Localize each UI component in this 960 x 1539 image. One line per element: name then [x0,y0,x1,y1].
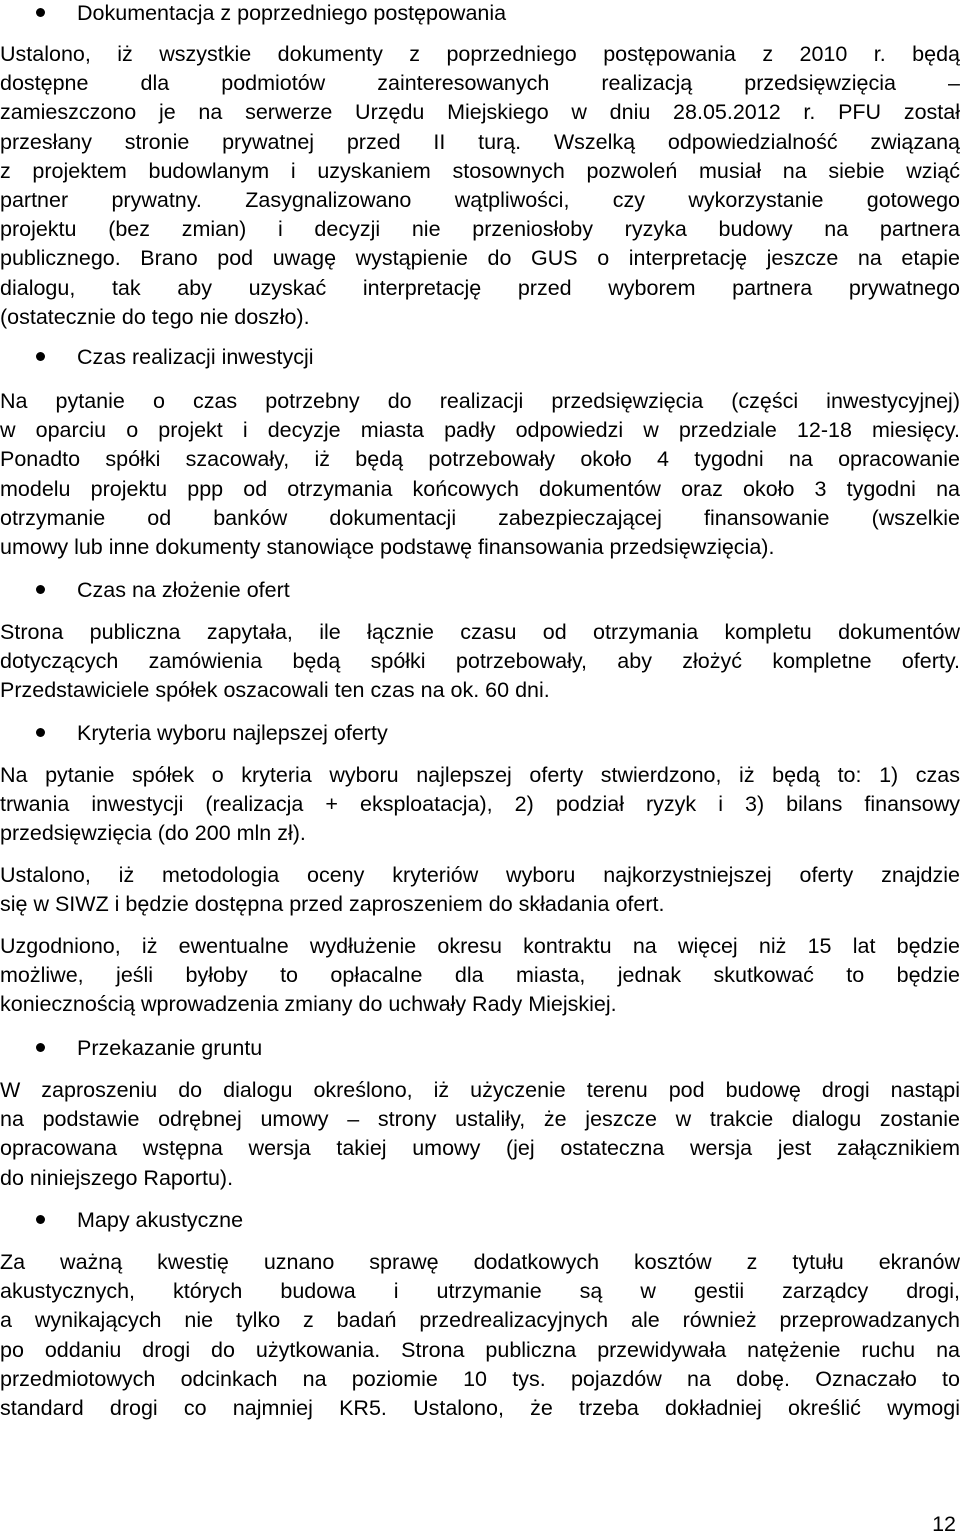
bullet-icon [36,728,45,737]
bullet-icon [36,1043,45,1052]
section-heading: Czas realizacji inwestycji [0,342,960,372]
paragraph: Strona publiczna zapytała, ile łącznie czasu od otrzymania kompletu dokumentów dotyczących zamówienia będą spółki potrzebowały, aby złożyć kompletne oferty. Przedstawiciele spółek oszacowali ten czas na ok. 60 dni. [0,620,960,703]
paragraph: Na pytanie o czas potrzebny do realizacji przedsięwzięcia (części inwestycyjnej) w oparciu o projekt i decyzje miasta padły odpowiedzi w przedziale 12-18 miesięcy. Ponadto spółki szacowały, iż będą potrzebowały około 4 tygodni na opracowanie modelu projektu ppp od otrzymania końcowych dokumentów oraz około 3 tygodni na otrzymanie od banków dokumentacji zabezpieczającej finansowanie (wszelkie umowy lub inne dokumenty stanowiące podstawę finansowania przedsięwzięcia). [0,389,960,559]
section-heading: Czas na złożenie ofert [0,575,960,605]
bullet-icon [36,352,45,361]
paragraph: Uzgodniono, iż ewentualne wydłużenie okresu kontraktu na więcej niż 15 lat będzie możliwe, jeśli byłoby to opłacalne dla miasta, jednak skutkować to będzie koniecznością wprowadzenia zmiany do uchwały Rady Miejskiej. [0,934,960,1017]
paragraph: Na pytanie spółek o kryteria wyboru najlepszej oferty stwierdzono, iż będą to: 1) czas trwania inwestycji (realizacja + eksploatacja), 2) podział ryzyk i 3) bilans finansowy przedsięwzięcia (do 200 mln zł). [0,763,960,846]
section-heading: Kryteria wyboru najlepszej oferty [0,718,960,748]
section-heading: Przekazanie gruntu [0,1033,960,1063]
bullet-icon [36,1215,45,1224]
section-heading: Dokumentacja z poprzedniego postępowania [0,0,960,28]
bullet-icon [36,585,45,594]
page-number: 12 [932,1512,956,1536]
section-heading: Mapy akustyczne [0,1205,960,1235]
paragraph: Ustalono, iż metodologia oceny kryteriów wyboru najkorzystniejszej oferty znajdzie się w SIWZ i będzie dostępna przed zaproszeniem do składania ofert. [0,863,960,917]
paragraph: Za ważną kwestię uznano sprawę dodatkowych kosztów z tytułu ekranów akustycznych, których budowa i utrzymanie są w gestii zarządcy drogi, a wynikających nie tylko z badań przedrealizacyjnych ale również przeprowadzanych po oddaniu drogi do użytkowania. Strona publiczna przewidywała natężenie ruchu na przedmiotowych odcinkach na poziomie 10 tys. pojazdów na dobę. Oznaczało to standard drogi co najmniej KR5. Ustalono, że trzeba dokładniej określić wymogi [0,1250,960,1420]
paragraph: Ustalono, iż wszystkie dokumenty z poprzedniego postępowania z 2010 r. będą dostępne dla podmiotów zainteresowanych realizacją przedsięwzięcia – zamieszczono je na serwerze Urzędu Miejskiego w dniu 28.05.2012 r. PFU został przesłany stronie prywatnej przed II turą. Wszelką odpowiedzialność związaną z projektem budowlanym i uzyskaniem stosownych pozwoleń musiał na siebie wziąć partner prywatny. Zasygnalizowano wątpliwości, czy wykorzystanie gotowego projektu (bez zmian) i decyzji nie przeniosłoby ryzyka budowy na partnera publicznego. Brano pod uwagę wystąpienie do GUS o interpretację jeszcze na etapie dialogu, tak aby uzyskać interpretację przed wyborem partnera prywatnego (ostatecznie do tego nie doszło). [0,42,960,329]
paragraph: W zaproszeniu do dialogu określono, iż użyczenie terenu pod budowę drogi nastąpi na podstawie odrębnej umowy – strony ustaliły, że jeszcze w trakcie dialogu zostanie opracowana wstępna wersja takiej umowy (jej ostateczna wersja jest załącznikiem do niniejszego Raportu). [0,1078,960,1190]
bullet-icon [36,8,45,17]
